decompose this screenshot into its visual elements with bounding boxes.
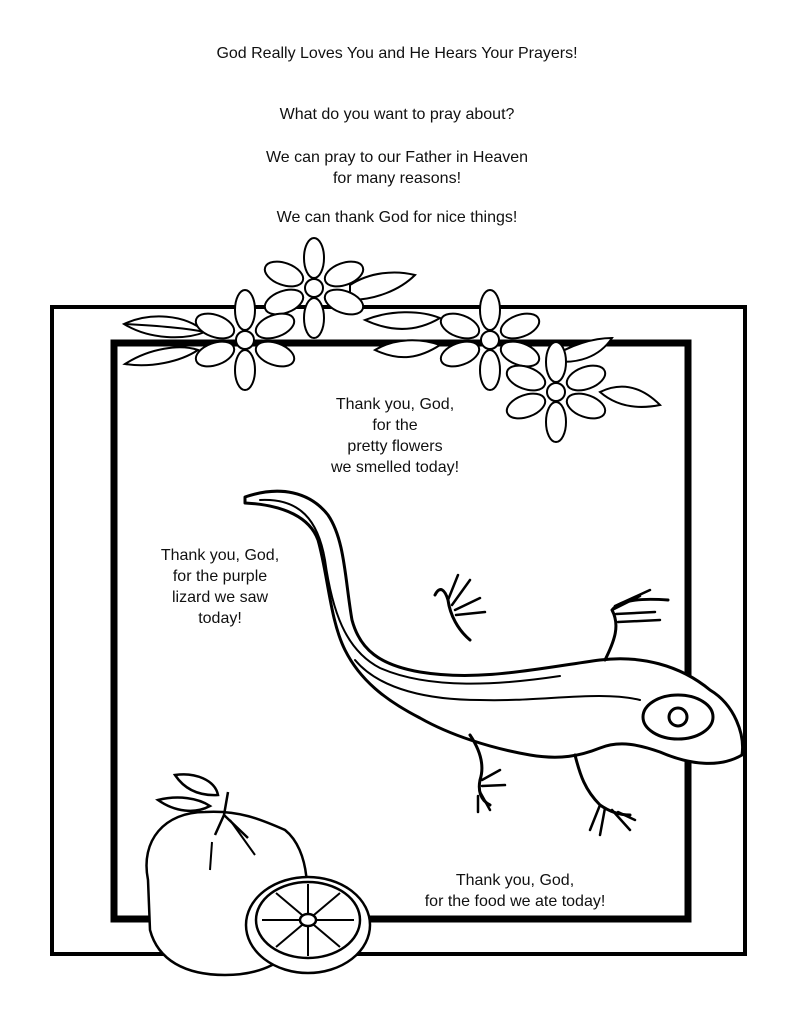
caption-line: pretty flowers	[347, 438, 443, 455]
flowers-caption	[300, 394, 490, 478]
page-title: God Really Loves You and He Hears Your Prayers!	[216, 45, 578, 62]
caption-line: today!	[198, 610, 242, 627]
caption-line: for the food we ate today!	[424, 893, 606, 910]
orange-icon	[147, 774, 370, 975]
reasons-text-line2: for many reasons!	[332, 170, 462, 187]
lizard-caption	[130, 545, 310, 629]
food-caption	[400, 870, 630, 912]
caption-line: we smelled today!	[330, 459, 460, 476]
reasons-text-line1: We can pray to our Father in Heaven	[265, 149, 529, 166]
caption-line: Thank you, God,	[160, 547, 280, 564]
question-text: What do you want to pray about?	[279, 106, 515, 123]
caption-line: Thank you, God,	[455, 872, 575, 889]
caption-line: for the purple	[172, 568, 268, 585]
caption-line: Thank you, God,	[335, 396, 455, 413]
thank-text: We can thank God for nice things!	[276, 209, 518, 226]
caption-line: lizard we saw	[171, 589, 269, 606]
caption-line: for the	[372, 417, 418, 434]
lizard-icon	[245, 491, 743, 835]
